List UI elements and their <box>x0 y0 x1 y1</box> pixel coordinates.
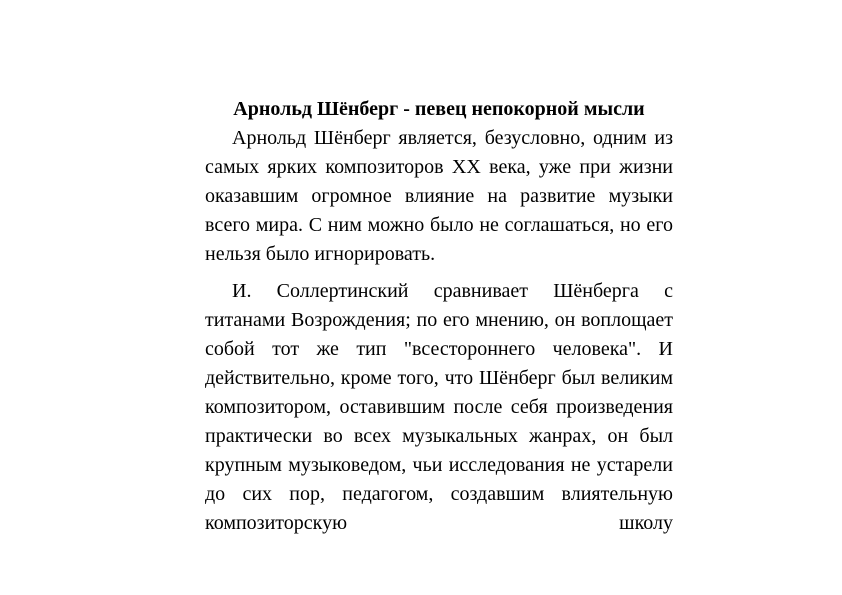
paragraph-2: И. Соллертинский сравнивает Шёнберга с титанами Возрождения; по его мнению, он воплощает собой тот же тип "всестороннего человека". И действительно, кроме того, что Шёнберг был великим композитором, оставившим после себя произведения практически во всех музыкальных жанрах, он был крупным музыковедом, чьи исследования не устарели до сих пор, педагогом, создавшим влиятельную композиторскую школу <box>205 280 673 534</box>
document-title: Арнольд Шёнберг - певец непокорной мысли <box>233 98 645 120</box>
document-body <box>205 95 673 538</box>
paragraph-1: Арнольд Шёнберг является, безусловно, одним из самых ярких композиторов XX века, уже при жизни оказавшим огромное влияние на развитие музыки всего мира. С ним можно было не соглашаться, но его нельзя было игнорировать. <box>205 127 673 265</box>
